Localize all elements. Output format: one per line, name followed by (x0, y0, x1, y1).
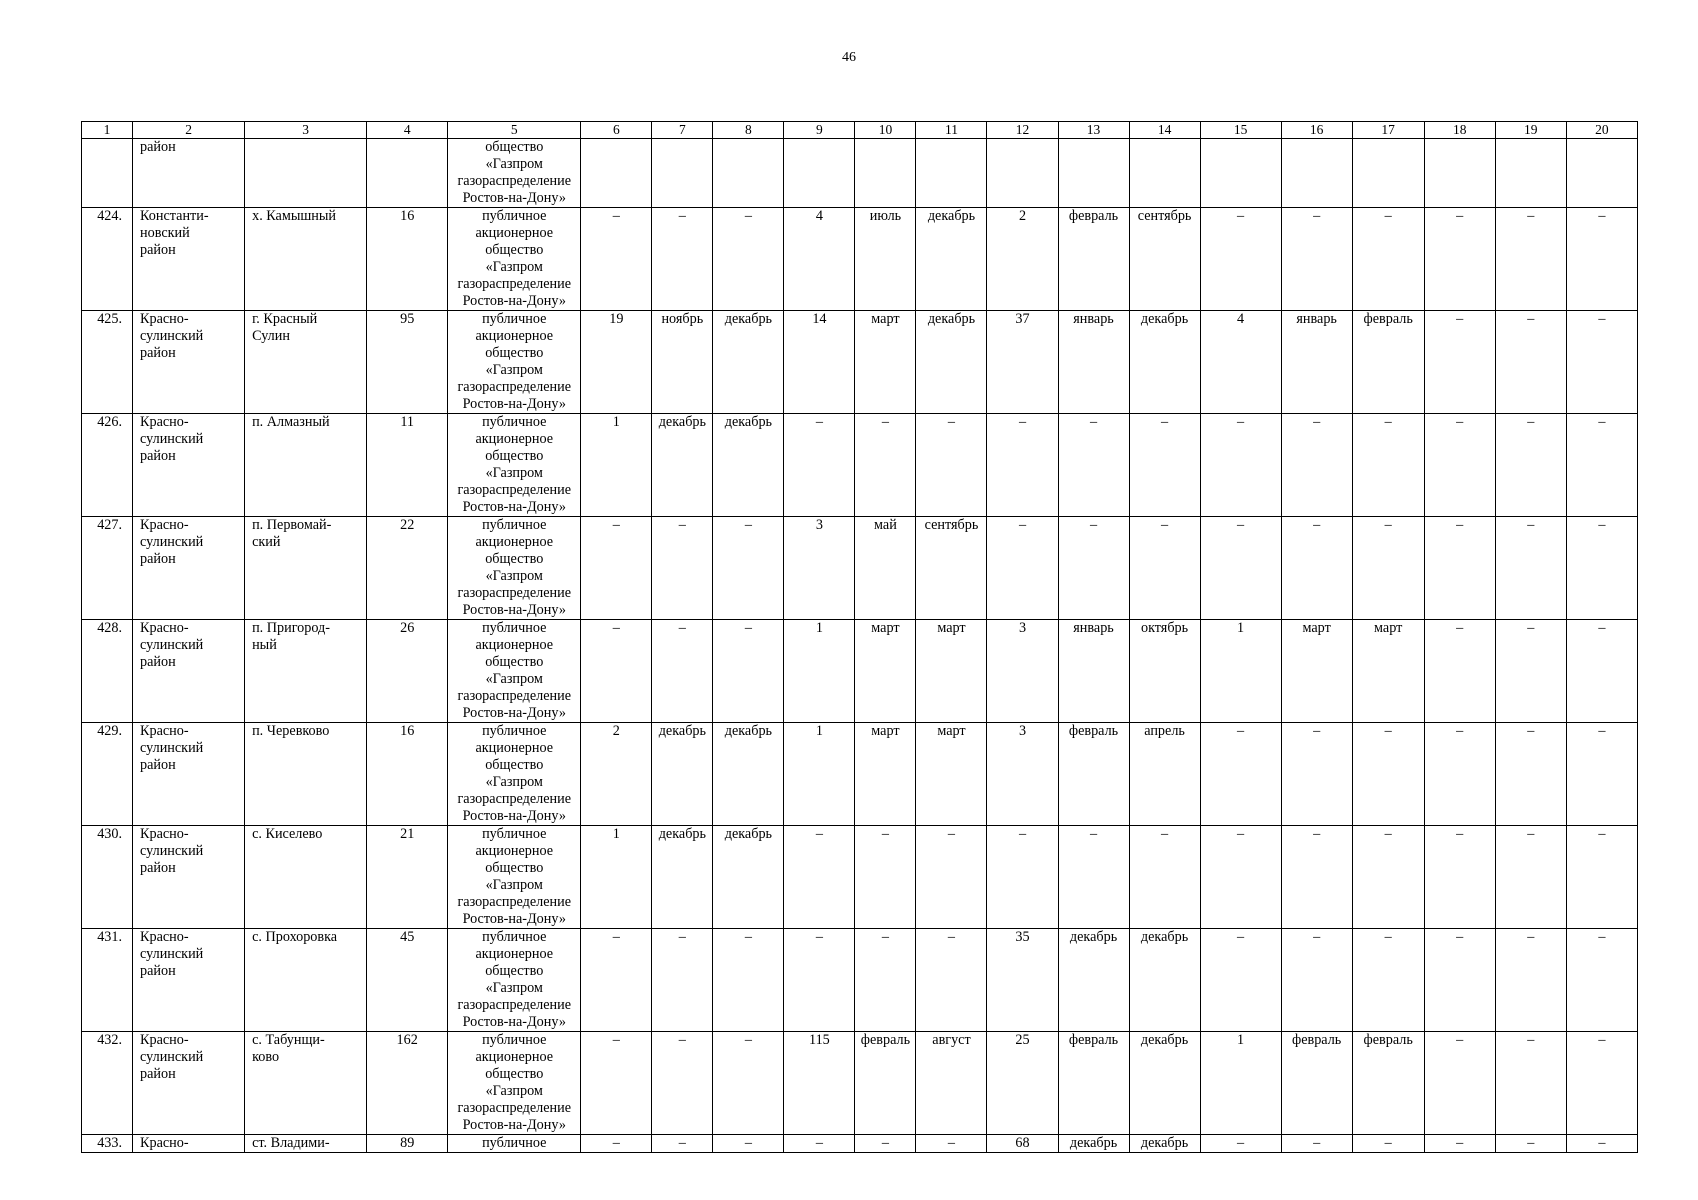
settlement-cell: х. Камышный (245, 208, 367, 311)
value-cell: – (652, 929, 713, 1032)
count-cell: 95 (367, 311, 448, 414)
value-cell: март (1352, 620, 1424, 723)
value-cell: декабрь (652, 826, 713, 929)
value-cell: – (1566, 1032, 1637, 1135)
settlement-cell: п. Первомай- ский (245, 517, 367, 620)
row-number-cell: 424. (82, 208, 133, 311)
settlement-cell (245, 139, 367, 208)
value-cell: – (855, 414, 916, 517)
value-cell: – (784, 929, 855, 1032)
value-cell: 4 (1200, 311, 1281, 414)
column-header-20: 20 (1566, 122, 1637, 139)
value-cell: – (1281, 517, 1352, 620)
value-cell: – (1058, 826, 1129, 929)
value-cell: июль (855, 208, 916, 311)
value-cell: – (1352, 929, 1424, 1032)
value-cell (1129, 139, 1200, 208)
column-header-16: 16 (1281, 122, 1352, 139)
column-header-12: 12 (987, 122, 1058, 139)
table-row (82, 414, 1638, 517)
value-cell: 25 (987, 1032, 1058, 1135)
value-cell: – (1200, 1135, 1281, 1153)
value-cell: декабрь (1129, 1032, 1200, 1135)
value-cell: – (1566, 929, 1637, 1032)
value-cell: – (784, 1135, 855, 1153)
count-cell (367, 139, 448, 208)
value-cell: декабрь (916, 311, 987, 414)
count-cell: 45 (367, 929, 448, 1032)
value-cell: декабрь (916, 208, 987, 311)
value-cell: – (855, 826, 916, 929)
organization-cell: публичное акционерное общество «Газпром газораспределение Ростов-на-Дону» (448, 723, 581, 826)
value-cell (855, 139, 916, 208)
value-cell: – (1352, 517, 1424, 620)
value-cell: – (1495, 620, 1566, 723)
district-cell: район (133, 139, 245, 208)
table-row (82, 208, 1638, 311)
value-cell: – (1424, 826, 1495, 929)
value-cell: – (916, 929, 987, 1032)
value-cell (784, 139, 855, 208)
value-cell: – (1352, 723, 1424, 826)
value-cell: март (855, 620, 916, 723)
value-cell: февраль (1352, 311, 1424, 414)
value-cell: – (1495, 929, 1566, 1032)
district-cell: Красно- сулинский район (133, 723, 245, 826)
count-cell: 89 (367, 1135, 448, 1153)
row-number-cell (82, 139, 133, 208)
value-cell: 4 (784, 208, 855, 311)
value-cell: – (1495, 1135, 1566, 1153)
district-cell: Красно- сулинский район (133, 1032, 245, 1135)
value-cell: – (1566, 208, 1637, 311)
value-cell: 35 (987, 929, 1058, 1032)
value-cell: 14 (784, 311, 855, 414)
table-row (82, 1032, 1638, 1135)
value-cell: – (1566, 723, 1637, 826)
settlement-cell: п. Алмазный (245, 414, 367, 517)
row-number-cell: 427. (82, 517, 133, 620)
value-cell (1424, 139, 1495, 208)
value-cell: 68 (987, 1135, 1058, 1153)
count-cell: 21 (367, 826, 448, 929)
value-cell: март (855, 311, 916, 414)
value-cell: – (1281, 929, 1352, 1032)
value-cell: ноябрь (652, 311, 713, 414)
value-cell: февраль (1058, 723, 1129, 826)
value-cell: апрель (1129, 723, 1200, 826)
value-cell: – (1352, 414, 1424, 517)
value-cell: – (1495, 517, 1566, 620)
value-cell: – (1129, 517, 1200, 620)
column-header-6: 6 (581, 122, 652, 139)
value-cell (1281, 139, 1352, 208)
value-cell: – (713, 1135, 784, 1153)
column-header-14: 14 (1129, 122, 1200, 139)
value-cell: – (1281, 208, 1352, 311)
value-cell: 3 (987, 620, 1058, 723)
value-cell: – (581, 1135, 652, 1153)
column-header-2: 2 (133, 122, 245, 139)
column-header-4: 4 (367, 122, 448, 139)
value-cell: март (1281, 620, 1352, 723)
value-cell: – (713, 517, 784, 620)
value-cell (581, 139, 652, 208)
value-cell: – (652, 1032, 713, 1135)
organization-cell: публичное акционерное общество «Газпром газораспределение Ростов-на-Дону» (448, 311, 581, 414)
value-cell (1058, 139, 1129, 208)
value-cell: февраль (1058, 208, 1129, 311)
column-header-3: 3 (245, 122, 367, 139)
district-cell: Красно- сулинский район (133, 826, 245, 929)
district-cell: Красно- сулинский район (133, 620, 245, 723)
value-cell: – (987, 517, 1058, 620)
column-header-11: 11 (916, 122, 987, 139)
settlement-cell: с. Киселево (245, 826, 367, 929)
value-cell: – (1352, 826, 1424, 929)
value-cell: 19 (581, 311, 652, 414)
header-row (82, 122, 1638, 139)
value-cell: – (713, 620, 784, 723)
count-cell: 11 (367, 414, 448, 517)
settlement-cell: г. Красный Сулин (245, 311, 367, 414)
value-cell (1200, 139, 1281, 208)
value-cell: – (855, 1135, 916, 1153)
value-cell: август (916, 1032, 987, 1135)
row-number-cell: 426. (82, 414, 133, 517)
column-header-19: 19 (1495, 122, 1566, 139)
value-cell: февраль (1058, 1032, 1129, 1135)
value-cell: – (1424, 208, 1495, 311)
value-cell: декабрь (1058, 929, 1129, 1032)
value-cell: март (916, 723, 987, 826)
value-cell: – (1566, 826, 1637, 929)
value-cell (987, 139, 1058, 208)
value-cell: – (1281, 1135, 1352, 1153)
value-cell: – (1129, 826, 1200, 929)
value-cell: – (581, 517, 652, 620)
value-cell: – (713, 929, 784, 1032)
value-cell: декабрь (713, 311, 784, 414)
value-cell: декабрь (1058, 1135, 1129, 1153)
value-cell: 37 (987, 311, 1058, 414)
organization-cell: публичное акционерное общество «Газпром газораспределение Ростов-на-Дону» (448, 826, 581, 929)
settlement-cell: п. Пригород- ный (245, 620, 367, 723)
column-header-9: 9 (784, 122, 855, 139)
value-cell: февраль (855, 1032, 916, 1135)
value-cell: – (1200, 826, 1281, 929)
value-cell: – (855, 929, 916, 1032)
settlement-cell: п. Черевково (245, 723, 367, 826)
value-cell: – (1129, 414, 1200, 517)
value-cell: сентябрь (1129, 208, 1200, 311)
value-cell (1352, 139, 1424, 208)
value-cell: – (581, 208, 652, 311)
count-cell: 162 (367, 1032, 448, 1135)
value-cell: – (784, 826, 855, 929)
value-cell: 2 (987, 208, 1058, 311)
value-cell: – (1281, 723, 1352, 826)
value-cell: – (581, 1032, 652, 1135)
district-cell: Красно- сулинский район (133, 929, 245, 1032)
value-cell: 3 (987, 723, 1058, 826)
table-body (82, 139, 1638, 1153)
organization-cell: общество «Газпром газораспределение Ростов-на-Дону» (448, 139, 581, 208)
value-cell: февраль (1281, 1032, 1352, 1135)
value-cell (1495, 139, 1566, 208)
settlement-cell: ст. Владими- (245, 1135, 367, 1153)
value-cell: – (1566, 414, 1637, 517)
value-cell: декабрь (713, 414, 784, 517)
value-cell: – (1566, 311, 1637, 414)
value-cell: 1 (784, 723, 855, 826)
organization-cell: публичное акционерное общество «Газпром газораспределение Ростов-на-Дону» (448, 929, 581, 1032)
value-cell: 1 (1200, 620, 1281, 723)
value-cell: 1 (581, 414, 652, 517)
value-cell: – (581, 620, 652, 723)
value-cell: январь (1281, 311, 1352, 414)
value-cell: – (1495, 826, 1566, 929)
value-cell: март (855, 723, 916, 826)
table-row (82, 517, 1638, 620)
value-cell: сентябрь (916, 517, 987, 620)
value-cell: – (784, 414, 855, 517)
value-cell: – (1566, 1135, 1637, 1153)
value-cell: – (1495, 414, 1566, 517)
value-cell: – (1566, 517, 1637, 620)
value-cell: декабрь (713, 723, 784, 826)
table-row (82, 620, 1638, 723)
value-cell: декабрь (1129, 1135, 1200, 1153)
value-cell: – (1281, 826, 1352, 929)
value-cell: – (916, 1135, 987, 1153)
value-cell: 2 (581, 723, 652, 826)
row-number-cell: 432. (82, 1032, 133, 1135)
organization-cell: публичное акционерное общество «Газпром газораспределение Ростов-на-Дону» (448, 620, 581, 723)
value-cell: – (1495, 723, 1566, 826)
value-cell: – (713, 1032, 784, 1135)
value-cell: – (1424, 723, 1495, 826)
district-cell: Красно- (133, 1135, 245, 1153)
value-cell (916, 139, 987, 208)
value-cell: декабрь (652, 723, 713, 826)
value-cell: – (713, 208, 784, 311)
value-cell: – (987, 826, 1058, 929)
count-cell: 16 (367, 208, 448, 311)
district-cell: Красно- сулинский район (133, 517, 245, 620)
value-cell: январь (1058, 620, 1129, 723)
table-row (82, 826, 1638, 929)
value-cell: – (1352, 208, 1424, 311)
count-cell: 26 (367, 620, 448, 723)
value-cell: декабрь (652, 414, 713, 517)
table-row (82, 929, 1638, 1032)
organization-cell: публичное акционерное общество «Газпром газораспределение Ростов-на-Дону» (448, 517, 581, 620)
value-cell: – (1424, 311, 1495, 414)
value-cell: – (1424, 929, 1495, 1032)
column-header-8: 8 (713, 122, 784, 139)
value-cell: – (1424, 517, 1495, 620)
organization-cell: публичное акционерное общество «Газпром газораспределение Ростов-на-Дону» (448, 1032, 581, 1135)
value-cell: – (1352, 1135, 1424, 1153)
schedule-table (81, 121, 1638, 1153)
value-cell: – (1424, 1032, 1495, 1135)
value-cell: – (1200, 517, 1281, 620)
value-cell: – (1058, 517, 1129, 620)
table-row (82, 1135, 1638, 1153)
value-cell: – (581, 929, 652, 1032)
value-cell: декабрь (1129, 311, 1200, 414)
row-number-cell: 431. (82, 929, 133, 1032)
column-header-17: 17 (1352, 122, 1424, 139)
count-cell: 16 (367, 723, 448, 826)
value-cell: февраль (1352, 1032, 1424, 1135)
value-cell: – (1058, 414, 1129, 517)
value-cell: март (916, 620, 987, 723)
value-cell: – (1566, 620, 1637, 723)
settlement-cell: с. Прохоровка (245, 929, 367, 1032)
value-cell: – (1424, 1135, 1495, 1153)
value-cell: – (652, 517, 713, 620)
row-number-cell: 429. (82, 723, 133, 826)
value-cell: – (1200, 414, 1281, 517)
column-header-15: 15 (1200, 122, 1281, 139)
count-cell: 22 (367, 517, 448, 620)
settlement-cell: с. Табунщи- ково (245, 1032, 367, 1135)
row-number-cell: 430. (82, 826, 133, 929)
value-cell: – (916, 414, 987, 517)
organization-cell: публичное акционерное общество «Газпром газораспределение Ростов-на-Дону» (448, 208, 581, 311)
row-number-cell: 428. (82, 620, 133, 723)
value-cell: 1 (1200, 1032, 1281, 1135)
page-number: 46 (842, 50, 856, 65)
value-cell: январь (1058, 311, 1129, 414)
value-cell: – (1200, 208, 1281, 311)
column-header-5: 5 (448, 122, 581, 139)
value-cell: – (1281, 414, 1352, 517)
district-cell: Красно- сулинский район (133, 414, 245, 517)
value-cell: – (987, 414, 1058, 517)
value-cell: – (1495, 311, 1566, 414)
value-cell (1566, 139, 1637, 208)
value-cell: – (1424, 414, 1495, 517)
value-cell: май (855, 517, 916, 620)
value-cell: декабрь (1129, 929, 1200, 1032)
value-cell: 1 (581, 826, 652, 929)
value-cell: – (1424, 620, 1495, 723)
column-header-1: 1 (82, 122, 133, 139)
organization-cell: публичное акционерное общество «Газпром газораспределение Ростов-на-Дону» (448, 414, 581, 517)
value-cell: октябрь (1129, 620, 1200, 723)
value-cell: – (916, 826, 987, 929)
column-header-10: 10 (855, 122, 916, 139)
organization-cell: публичное (448, 1135, 581, 1153)
value-cell: 1 (784, 620, 855, 723)
table-row (82, 723, 1638, 826)
column-header-7: 7 (652, 122, 713, 139)
value-cell: – (652, 208, 713, 311)
value-cell: – (1200, 929, 1281, 1032)
district-cell: Красно- сулинский район (133, 311, 245, 414)
row-number-cell: 433. (82, 1135, 133, 1153)
column-header-13: 13 (1058, 122, 1129, 139)
value-cell (713, 139, 784, 208)
value-cell: – (652, 1135, 713, 1153)
value-cell: – (1200, 723, 1281, 826)
column-header-18: 18 (1424, 122, 1495, 139)
table-row (82, 311, 1638, 414)
table-header (82, 122, 1638, 139)
value-cell: – (1495, 208, 1566, 311)
value-cell: – (652, 620, 713, 723)
value-cell: – (1495, 1032, 1566, 1135)
district-cell: Константи- новский район (133, 208, 245, 311)
value-cell (652, 139, 713, 208)
value-cell: 115 (784, 1032, 855, 1135)
row-number-cell: 425. (82, 311, 133, 414)
value-cell: декабрь (713, 826, 784, 929)
value-cell: 3 (784, 517, 855, 620)
continuation-row (82, 139, 1638, 208)
